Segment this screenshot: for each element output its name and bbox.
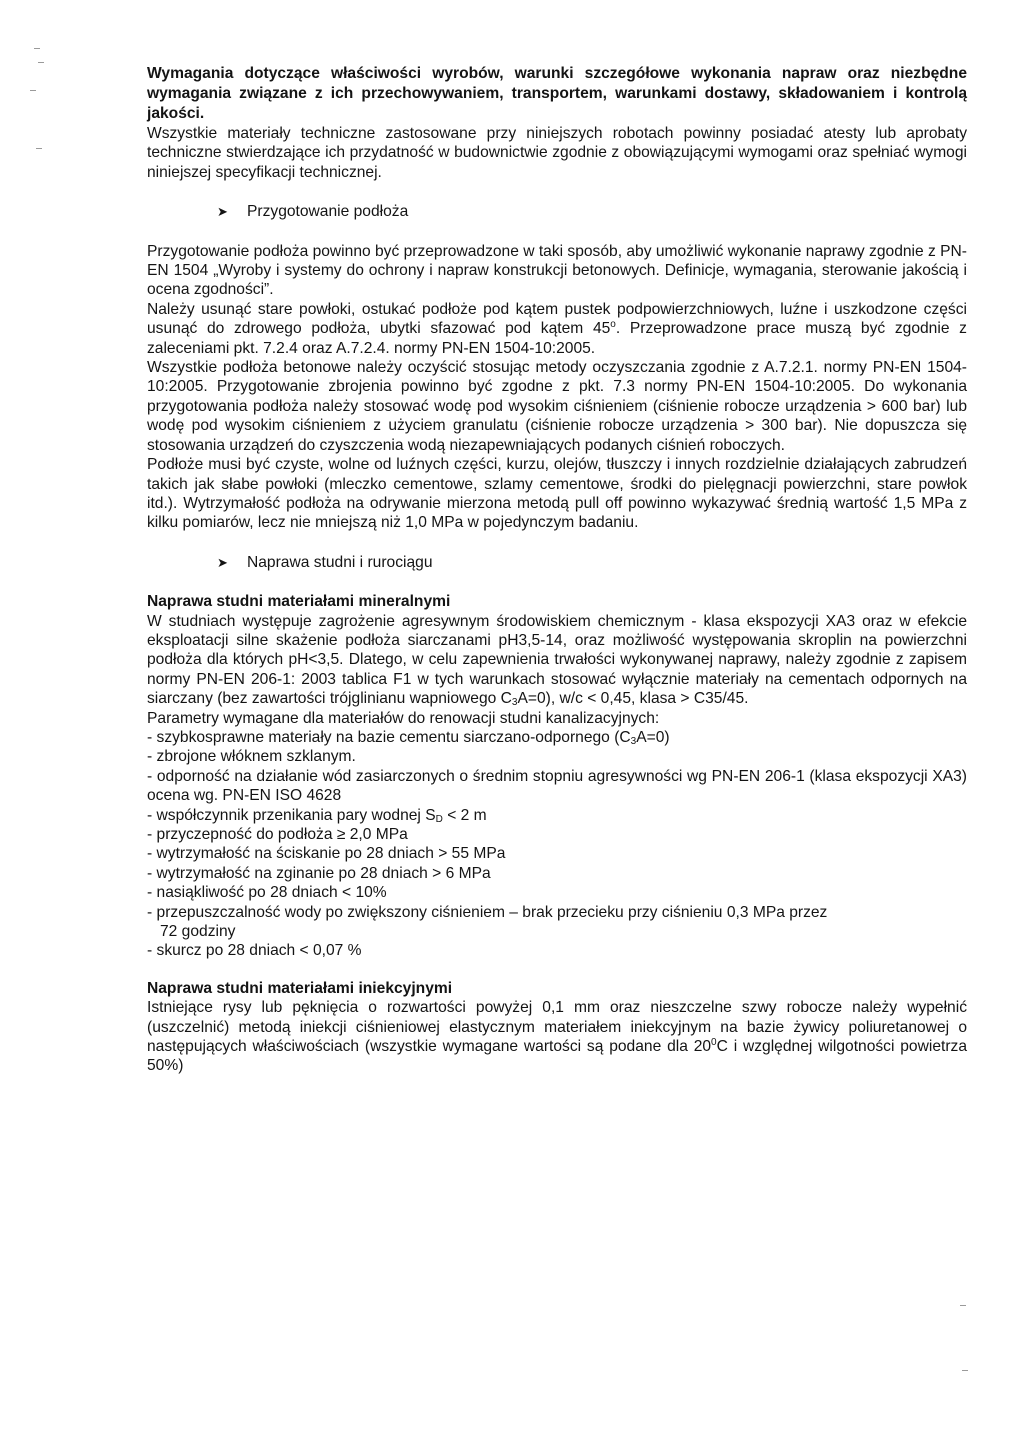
- scan-speck: [38, 62, 44, 63]
- paragraph-oczyszczanie: Wszystkie podłoża betonowe należy oczyścić stosując metody oczyszczania zgodnie z A.7.2.1. normy PN-EN 1504-10:2005. Przygotowanie zbrojenia powinno być zgodne z pkt. 7.3 normy PN-EN 1504-10:2005. Do wykonania przygotowania podłoża należy stosować wodę pod wysokim ciśnieniem (ciśnienie robocze urządzenia > 600 bar) lub wodę pod wysokim ciśnieniem z użyciem granulatu (ciśnienie robocze urządzenia > 300 bar). Nie dopuszcza się stosowania urządzeń do czyszczenia wodą niezapewniających podanych ciśnień roboczych.: [147, 359, 967, 454]
- params-intro: Parametry wymagane dla materiałów do renowacji studni kanalizacyjnych:: [147, 709, 660, 727]
- list-item: - szybkosprawne materiały na bazie cementu siarczano-odpornego $(C_3A=0)$: [147, 728, 670, 747]
- paragraph-norma: Przygotowanie podłoża powinno być przeprowadzone w taki sposób, aby umożliwić wykonanie naprawy zgodnie z PN-EN 1504 „Wyroby i systemy do ochrony i napraw konstrukcji betonowych. Definicje, wymagania, sterowanie jakością i ocena zgodności”.: [147, 242, 967, 299]
- intro-paragraph: Wszystkie materiały techniczne zastosowane przy niniejszych robotach powinny posiadać atesty lub aprobaty techniczne stwierdzające ich przydatność w budownictwie zgodnie z obowiązującymi wymogami oraz spełniać wymogi niniejszej specyfikacji technicznej.: [147, 125, 967, 181]
- list-item: - skurcz po 28 dniach < 0,07 %: [147, 942, 362, 960]
- list-item-continuation: 72 godziny: [160, 923, 236, 941]
- scan-speck: [962, 1370, 968, 1371]
- section-heading-przygotowanie: [217, 202, 967, 221]
- arrow-bullet-icon: ➤: [217, 204, 228, 220]
- section-title: Przygotowanie podłoża: [247, 203, 409, 221]
- subsection-heading-mineralne: Naprawa studni materiałami mineralnymi: [147, 593, 451, 611]
- scan-speck: [30, 90, 36, 91]
- paragraph-iniekcja: Istniejące rysy lub pęknięcia o rozwartości powyżej 0,1 mm oraz nieszczelne szwy robocze należy wypełnić (uszczelnić) metodą iniekcji ciśnieniowej elastycznym materiałem iniekcyjnym na bazie żywicy poliuretanowej o następujących właściwościach (wszystkie wymagane wartości są podane dla $20^0C$ i względnej wilgotności powietrza 50%): [147, 999, 967, 1075]
- subsection-heading-iniekcyjne: Naprawa studni materiałami iniekcyjnymi: [147, 979, 453, 997]
- section-heading-naprawa: [217, 553, 967, 572]
- list-item: - wytrzymałość na zginanie po 28 dniach > 6 MPa: [147, 864, 491, 882]
- list-item: - nasiąkliwość po 28 dniach < 10%: [147, 884, 387, 902]
- list-item: - przepuszczalność wody po zwiększony ciśnieniem – brak przecieku przy ciśnieniu 0,3 MPa przez: [147, 903, 828, 921]
- arrow-bullet-icon: ➤: [217, 554, 228, 570]
- scan-speck: [960, 1305, 966, 1306]
- list-item: - wytrzymałość na ściskanie po 28 dniach > 55 MPa: [147, 845, 506, 863]
- scan-speck: [36, 148, 42, 149]
- list-item: - współczynnik przenikania pary wodnej $S_D < 2$ m: [147, 806, 487, 825]
- document-body: [147, 64, 967, 1076]
- paragraph-usuwanie: Należy usunąć stare powłoki, ostukać podłoże pod kątem pustek podpowierzchniowych, luźne i uszkodzone części usunąć do zdrowego podłoża, ubytki sfazować pod kątem 45$^o$. Przeprowadzone prace muszą być zgodnie z zaleceniami pkt. 7.2.4 oraz A.7.2.4. normy PN-EN 1504-10:2005.: [147, 300, 967, 357]
- paragraph-podloze: Podłoże musi być czyste, wolne od luźnych części, kurzu, olejów, tłuszczy i innych rozdzielnie działających zabrudzeń takich jak słabe powłoki (mleczko cementowe, szlamy cementowe, środki do pielęgnacji powierzchni, stare powłok itd.). Wytrzymałość podłoża na odrywanie mierzona metodą pull off powinno wykazywać średnią wartość 1,5 MPa z kilku pomiarów, lecz nie mniejszą niż 1,0 MPa w pojedynczym badaniu.: [147, 456, 967, 532]
- scan-speck: [34, 48, 40, 49]
- list-item: - odporność na działanie wód zasiarczonych o średnim stopniu agresywności wg PN-EN 206-1 (klasa ekspozycji XA3) ocena wg. PN-EN ISO 4628: [147, 767, 967, 805]
- section-title: Naprawa studni i rurociągu: [247, 553, 433, 571]
- intro-heading: Wymagania dotyczące właściwości wyrobów, warunki szczegółowe wykonania napraw oraz niezbędne wymagania związane z ich przechowywaniem, transportem, warunkami dostawy, składowaniem i kontrolą jakości.: [147, 65, 967, 122]
- paragraph-agresywne: W studniach występuje zagrożenie agresywnym środowiskiem chemicznym - klasa ekspozycji XA3 oraz w efekcie eksploatacji silne skażenie podłoża siarczanami pH3,5-14, oraz możliwość występowania skroplin na powierzchni podłoża dla których pH<3,5. Dlatego, w celu zapewnienia trwałości wykonywanej naprawy, należy zgodnie z zapisem normy PN-EN 206-1: 2003 tablica F1 w tych warunkach stosować wyłącznie materiały na cementach odpornych na siarczany (bez zawartości trójglinianu wapniowego $C_3A=0$), w/c < 0,45, klasa > C35/45.: [147, 612, 967, 709]
- list-item: - zbrojone włóknem szklanym.: [147, 748, 356, 766]
- list-item: - przyczepność do podłoża ≥ 2,0 MPa: [147, 826, 408, 843]
